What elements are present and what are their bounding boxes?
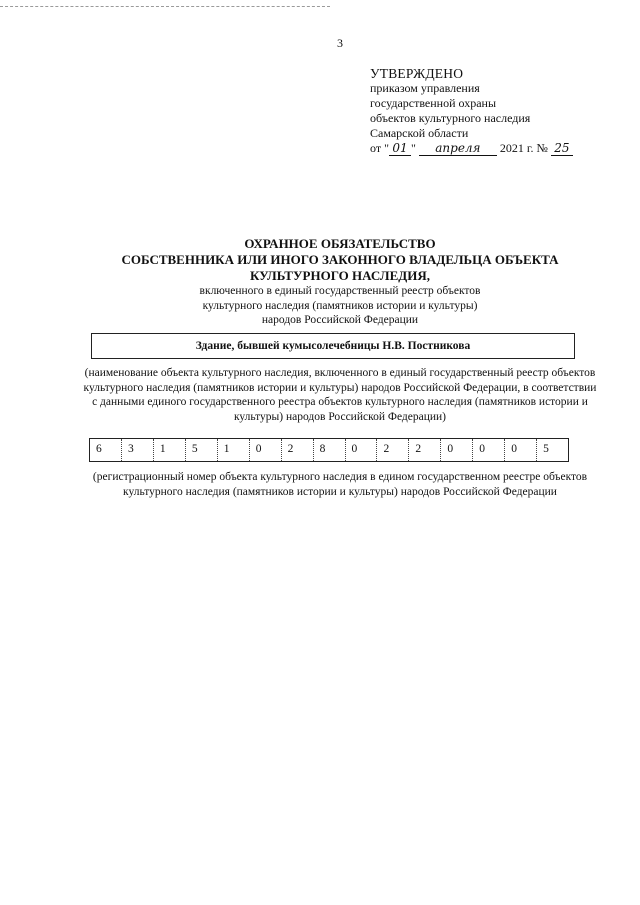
order-number: 25 bbox=[551, 142, 573, 156]
title-line-3: КУЛЬТУРНОГО НАСЛЕДИЯ, bbox=[250, 268, 430, 283]
approval-line: Самарской области bbox=[370, 126, 469, 140]
registration-digit-cell: 0 bbox=[250, 439, 282, 461]
title-line-2: СОБСТВЕННИКА ИЛИ ИНОГО ЗАКОННОГО ВЛАДЕЛЬЦА ОБЪЕКТА bbox=[121, 252, 559, 267]
registration-digit-cell: 0 bbox=[441, 439, 473, 461]
registration-digit-cell: 0 bbox=[505, 439, 537, 461]
date-quote: " bbox=[410, 141, 416, 155]
title-line-1: ОХРАННОЕ ОБЯЗАТЕЛЬСТВО bbox=[244, 236, 436, 251]
registration-digit-cell: 5 bbox=[543, 443, 549, 455]
date-prefix: от " bbox=[370, 141, 389, 155]
subtitle-line-3: народов Российской Федерации bbox=[261, 314, 419, 326]
approval-line: государственной охраны bbox=[370, 96, 497, 110]
registration-digit-cell: 2 bbox=[377, 439, 409, 461]
registration-digit-cell: 1 bbox=[154, 439, 186, 461]
subtitle-line-2: культурного наследия (памятников истории и культуры) bbox=[202, 299, 478, 312]
document-title bbox=[60, 236, 620, 328]
approval-line: объектов культурного наследия bbox=[370, 111, 531, 125]
subtitle-line-1: включенного в единый государственный реестр объектов bbox=[199, 285, 481, 297]
registration-digit-cell: 8 bbox=[314, 439, 346, 461]
approval-line: приказом управления bbox=[370, 81, 480, 95]
registration-digit-cell: 2 bbox=[282, 439, 314, 461]
date-day: 01 bbox=[389, 142, 411, 156]
registration-digit-cell: 6 bbox=[90, 439, 122, 461]
registration-digit-cell: 0 bbox=[473, 439, 505, 461]
object-name-caption: (наименование объекта культурного наследия, включенного в единый государственный реестр объектов культурного наследия (памятников истории и культуры) народов Российской Федерации, в соответствии с данными единого государственного реестра объектов культурного наследия (памятников истории и культуры) народов Российской Федерации) bbox=[83, 367, 597, 423]
date-month: апреля bbox=[419, 142, 497, 156]
object-name: Здание, бывшей кумысолечебницы Н.В. Постникова bbox=[195, 340, 471, 352]
registration-digit-cell: 2 bbox=[409, 439, 441, 461]
page-number: 3 bbox=[337, 36, 343, 50]
registration-digit-cell: 5 bbox=[186, 439, 218, 461]
approval-heading: УТВЕРЖДЕНО bbox=[370, 66, 464, 81]
registration-digit-cell: 1 bbox=[218, 439, 250, 461]
registration-digit-cell: 0 bbox=[346, 439, 378, 461]
approval-stamp bbox=[370, 66, 630, 156]
registration-number-caption: (регистрационный номер объекта культурного наследия в едином государственном реестре объектов культурного наследия (памятников истории и культуры) народов Российской Федерации bbox=[92, 471, 588, 498]
top-edge-dashes bbox=[0, 6, 330, 7]
object-name-field bbox=[91, 333, 575, 359]
registration-digit-cell: 3 bbox=[122, 439, 154, 461]
registration-number-grid bbox=[89, 438, 569, 462]
date-year: 2021 г. № bbox=[499, 141, 548, 155]
approval-date-line bbox=[370, 141, 630, 156]
